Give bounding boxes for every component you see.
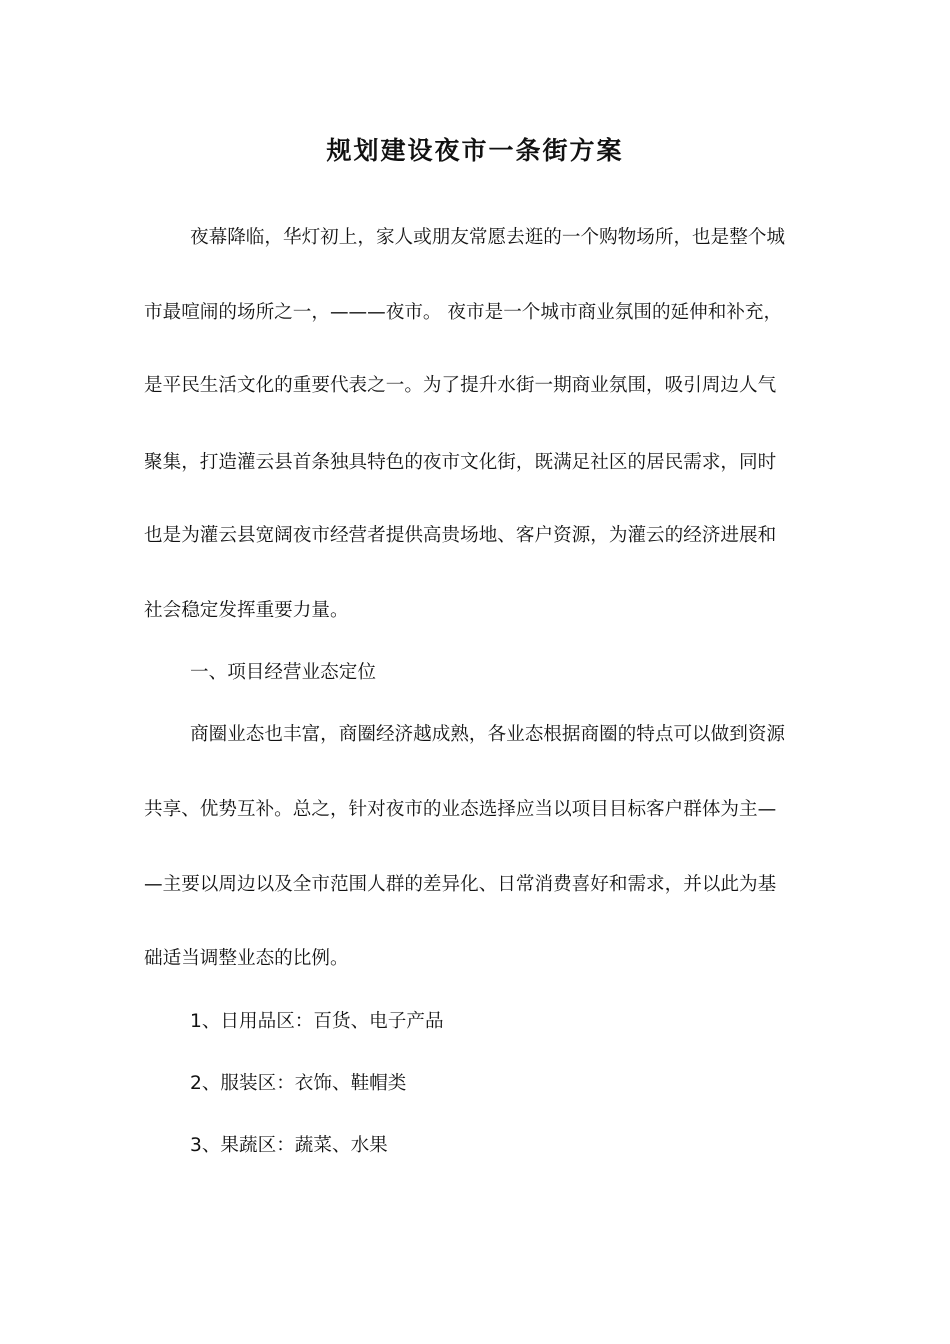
paragraph-line: 市最喧闹的场所之一，———夜市。 夜市是一个城市商业氛围的延伸和补充，	[144, 302, 783, 323]
paragraph-line: 是平民生活文化的重要代表之一。为了提升水街一期商业氛围，吸引周边人气	[144, 375, 777, 396]
paragraph-line: 础适当调整业态的比例。	[144, 948, 349, 969]
section-heading: 一、项目经营业态定位	[190, 662, 376, 683]
document-title: 规划建设夜市一条街方案	[326, 136, 624, 165]
paragraph-line: 也是为灌云县宽阔夜市经营者提供高贵场地、客户资源，为灌云的经济进展和	[144, 525, 777, 546]
paragraph-line: —主要以周边以及全市范围人群的差异化、日常消费喜好和需求，并以此为基	[144, 874, 777, 895]
paragraph-line: 社会稳定发挥重要力量。	[144, 600, 349, 621]
zone-list-item: 2、服装区：衣饰、鞋帽类	[190, 1073, 407, 1094]
paragraph-line: 商圈业态也丰富，商圈经济越成熟，各业态根据商圈的特点可以做到资源	[190, 724, 786, 745]
paragraph-line: 聚集，打造灌云县首条独具特色的夜市文化街，既满足社区的居民需求，同时	[144, 452, 777, 473]
paragraph-line: 夜幕降临，华灯初上，家人或朋友常愿去逛的一个购物场所，也是整个城	[190, 227, 786, 248]
zone-list-item: 3、果蔬区：蔬菜、水果	[190, 1135, 388, 1156]
zone-list-item: 1、日用品区：百货、电子产品	[190, 1011, 444, 1032]
paragraph-line: 共享、优势互补。总之，针对夜市的业态选择应当以项目目标客户群体为主—	[144, 799, 777, 820]
